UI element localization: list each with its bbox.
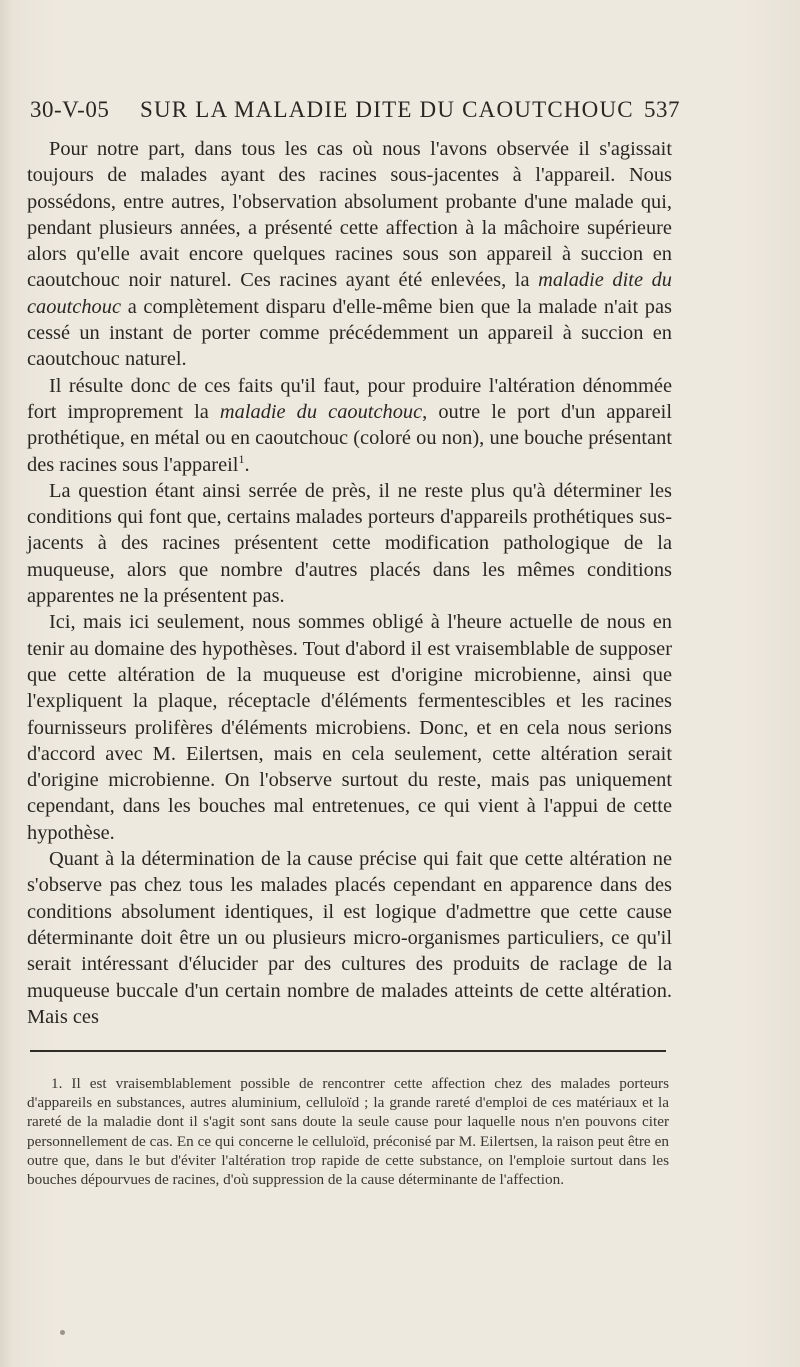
italic-text: maladie du caoutchouc [219, 400, 423, 423]
header-date: 30-V-05 [30, 97, 110, 122]
text-run: . [244, 453, 250, 476]
text-run: Ici, mais ici seulement, nous sommes obligé à l'heure actuelle de nous en tenir au domaine des hypothèses. Tout d'abord il est vraisemblable de supposer que cette altération de la muqueuse est d'origine microbienne, ainsi que l'expliquent la plaque, réceptacle d'éléments fermentescibles et les racines fournisseurs prolifères d'éléments microbiens. Donc, et en cela nous serions d'accord avec M. Eilertsen, mais en cela seulement, cette altération serait d'origine microbienne. On l'observe surtout du reste, mais pas uniquement cependant, dans les bouches mal entretenues, ce qui vient à l'appui de cette hypothèse. [27, 611, 672, 844]
text-run: a complètement disparu d'elle-même bien que la malade n'ait pas cessé un instant de porter comme précédemment un appareil à succion en caoutchouc naturel. [27, 295, 672, 371]
paragraph [27, 846, 672, 1030]
italic-text: maladie dite du caoutchouc [27, 269, 672, 318]
page-number: 537 [644, 97, 680, 122]
footnote-marker: 1 [238, 451, 245, 466]
footnote [27, 1074, 669, 1189]
footnote-rule [30, 1050, 666, 1052]
header-title: SUR LA MALADIE DITE DU CAOUTCHOUC [140, 97, 634, 122]
paragraph [27, 136, 672, 373]
paragraph [27, 609, 672, 846]
paper-speck [60, 1330, 65, 1335]
text-run: Il résulte donc de ces faits qu'il faut, pour produire l'altération dénommée fort improprement la [27, 374, 672, 423]
paragraph [27, 478, 672, 609]
text-run: La question étant ainsi serrée de près, il ne reste plus qu'à déterminer les conditions qui font que, certains malades porteurs d'appareils prothétiques sus-jacents à des racines présentent cette modification pathologique de la muqueuse, alors que nombre d'autres placés dans les mêmes conditions apparentes ne la présentent pas. [27, 479, 672, 608]
text-run: Pour notre part, dans tous les cas où nous l'avons observée il s'agissait toujours de malades ayant des racines sous-jacentes à l'appareil. Nous possédons, entre autres, l'observation absolument probante d'une malade qui, pendant plusieurs années, a présenté cette affection à la mâchoire supérieure alors qu'elle avait encore quelques racines sous son appareil à succion en caoutchouc noir naturel. Ces racines ayant été enlevées, la [27, 138, 672, 292]
footnote-text: 1. Il est vraisemblablement possible de rencontrer cette affection chez des malades porteurs d'appareils en substances, autres aluminium, celluloïd ; la grande rareté d'emploi de ces matériaux et la rareté de la maladie dont il s'agit sont sans doute la seule cause pour laquelle nous n'en pouvons citer personnellement de cas. En ce qui concerne le celluloïd, préconisé par M. Eilertsen, la raison peut être en outre que, dans le but d'éviter l'altération trop rapide de cette substance, on l'emploie surtout dans les bouches dépourvues de racines, d'où suppression de la cause déterminante de l'affection. [27, 1075, 669, 1189]
running-header [30, 97, 680, 127]
paragraph [27, 373, 672, 478]
body-text [27, 136, 672, 1030]
text-run: , outre le port d'un appareil prothétique, en métal ou en caoutchouc (coloré ou non), une bouche présentant des racines sous l'appareil [27, 400, 672, 476]
text-run: Quant à la détermination de la cause précise qui fait que cette altération ne s'observe pas chez tous les malades placés cependant en apparence dans des conditions absolument identiques, il est logique d'admettre que cette cause déterminante doit être un ou plusieurs micro-organismes particuliers, ce qu'il serait intéressant d'élucider par des cultures des produits de raclage de la muqueuse buccale d'un certain nombre de malades atteints de cette altération. Mais ces [27, 848, 672, 1028]
